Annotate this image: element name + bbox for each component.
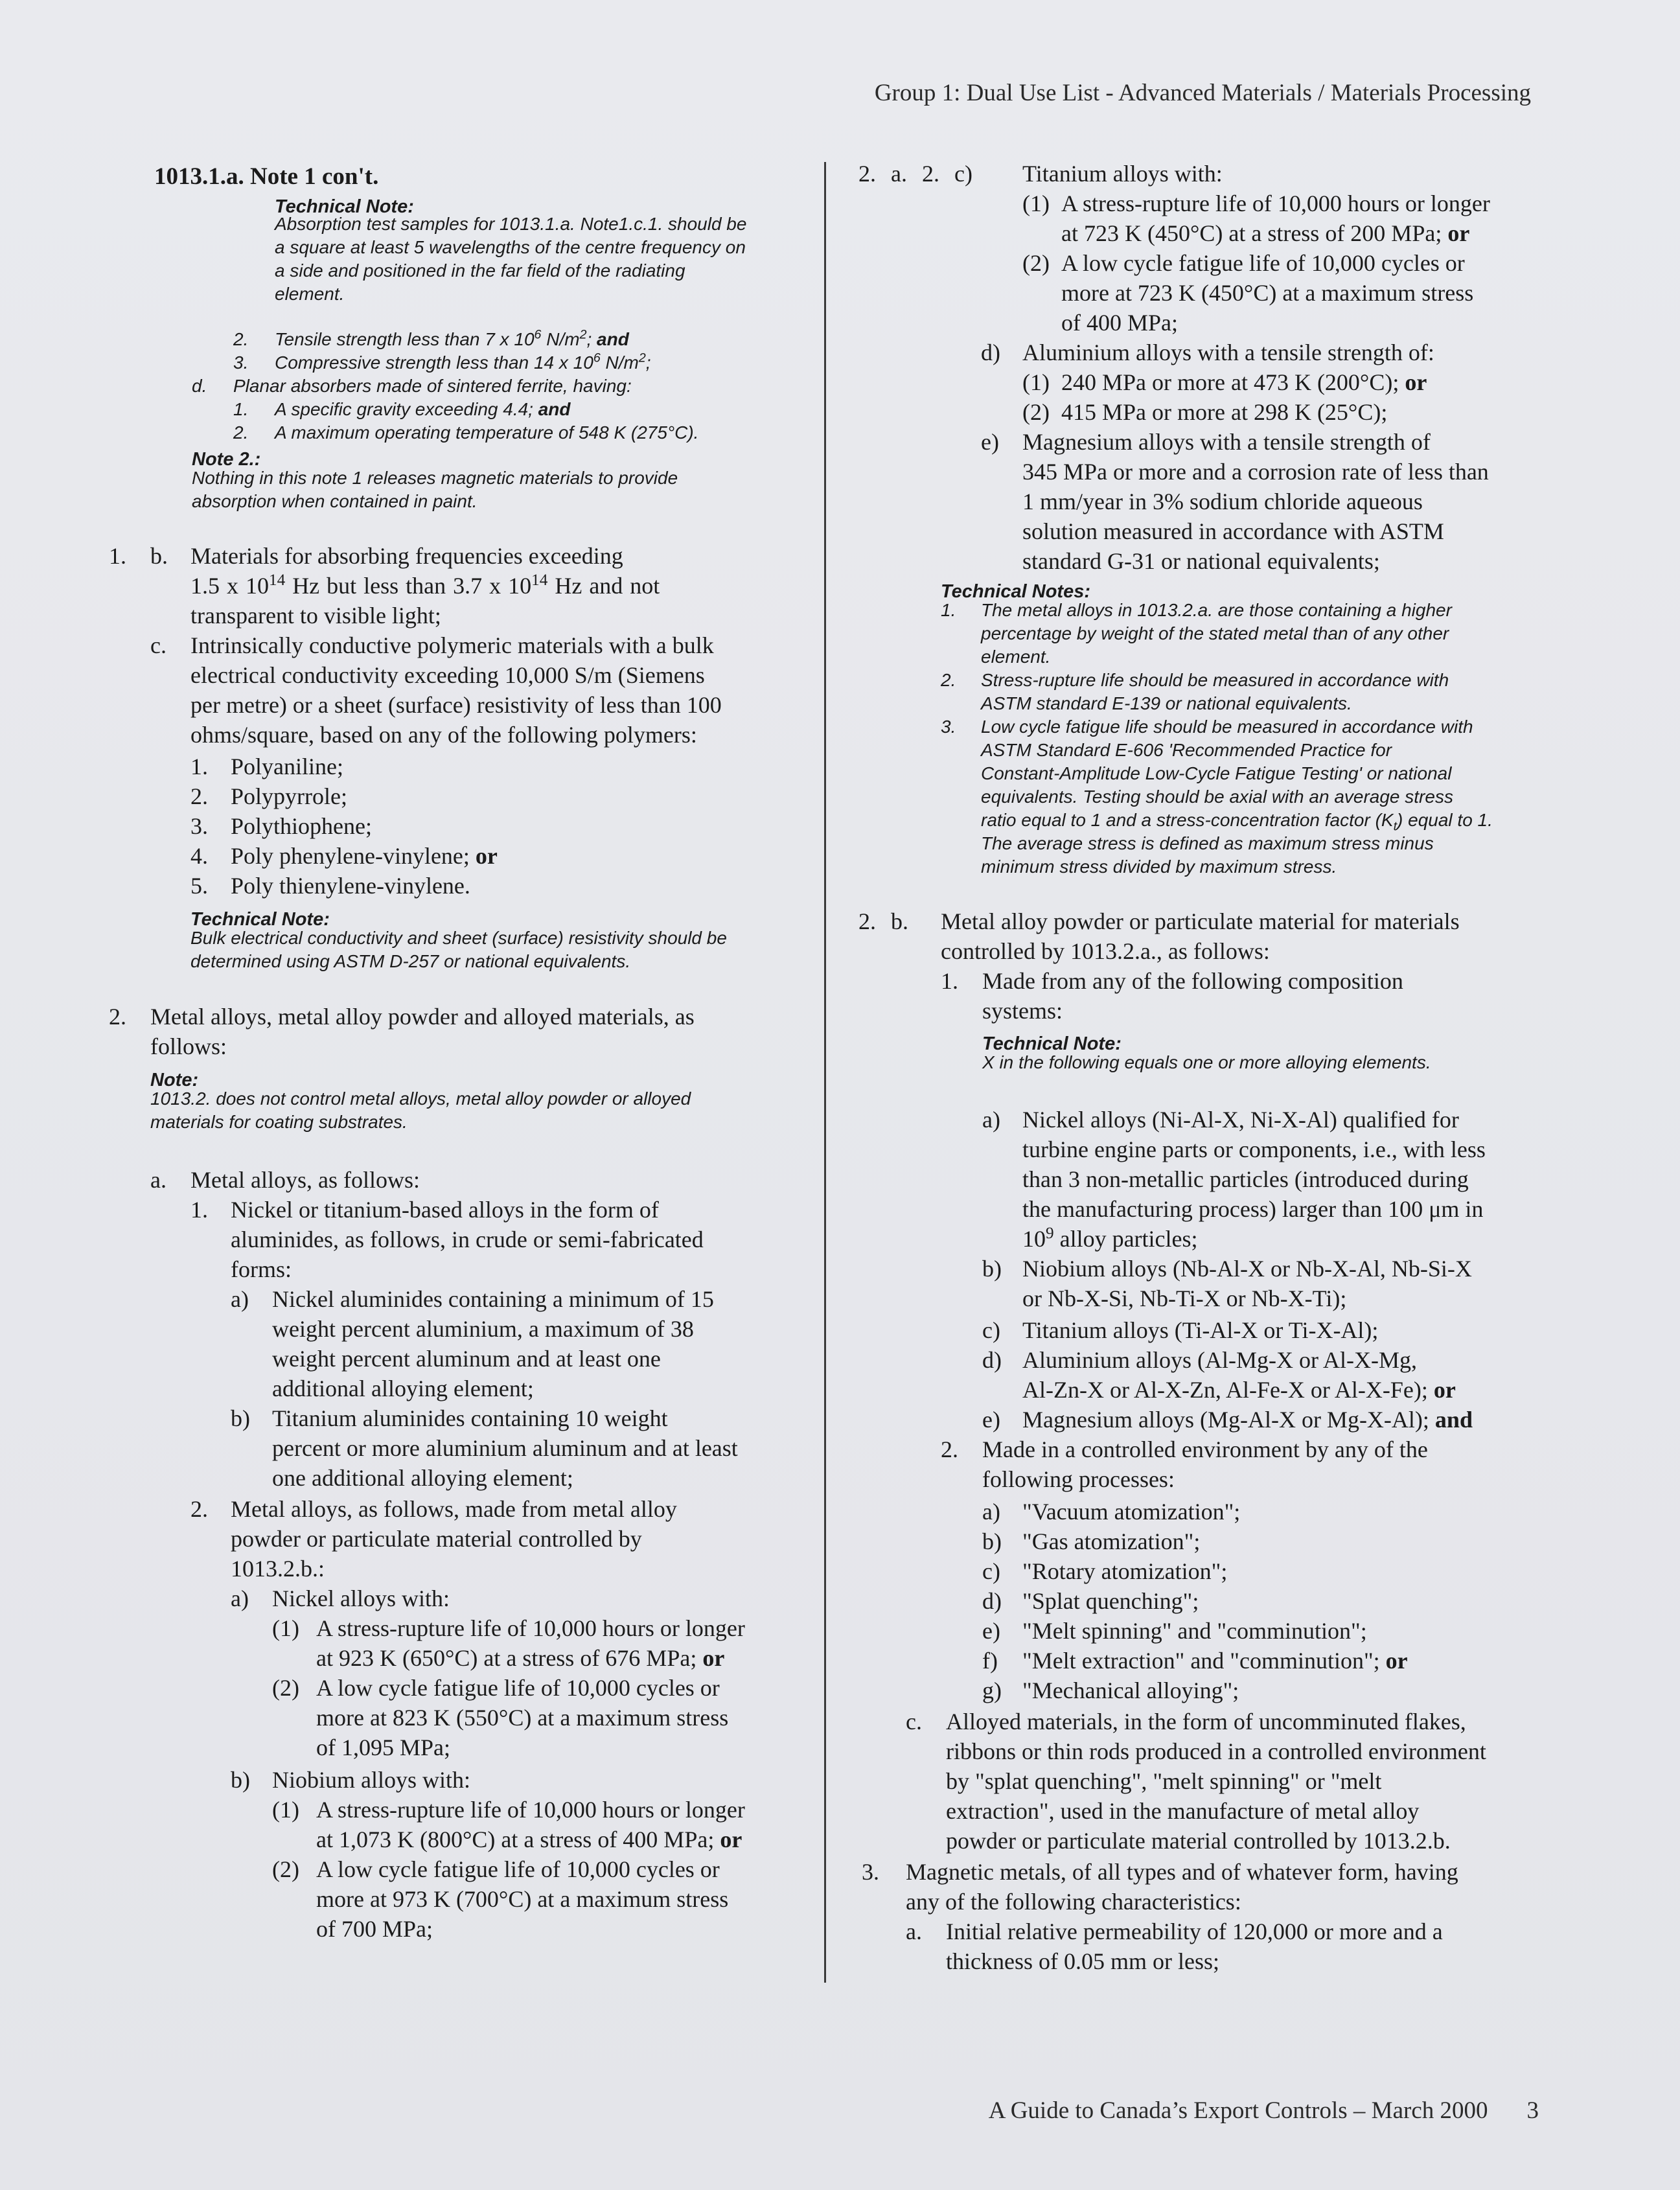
item-text: 1013.2.b.: xyxy=(231,1556,325,1582)
note-item-temperature: A maximum operating temperature of 548 K (275°C). xyxy=(275,422,699,443)
list-item-letter: b) xyxy=(982,1528,1002,1554)
footer-text: A Guide to Canada’s Export Controls – March 2000 xyxy=(988,2097,1488,2124)
list-item-number: 3. xyxy=(190,813,208,839)
note-number: 3. xyxy=(941,717,956,737)
item-text: at 923 K (650°C) at a stress of 676 MPa; or xyxy=(316,1645,725,1671)
section-text: Metal alloys, metal alloy powder and alloyed materials, as xyxy=(150,1004,695,1030)
item-text: by "splat quenching", "melt spinning" or "melt xyxy=(946,1768,1382,1794)
technical-note-line: The metal alloys in 1013.2.a. are those containing a higher xyxy=(981,600,1452,620)
item-text: Titanium aluminides containing 10 weight xyxy=(272,1405,668,1431)
item-letter: d) xyxy=(981,340,1000,365)
item-number: (2) xyxy=(1022,399,1050,425)
list-item-letter: f) xyxy=(982,1648,998,1674)
technical-note-line: ratio equal to 1 and a stress-concentration factor $(K_t)$ equal to 1. xyxy=(981,810,1493,834)
section-title: 1013.1.a. Note 1 con't. xyxy=(154,163,379,190)
item-text: extraction", used in the manufacture of metal alloy xyxy=(946,1798,1420,1824)
item-text: Metal alloy powder or particulate material for materials xyxy=(941,908,1460,934)
item-number: (1) xyxy=(272,1797,299,1823)
page-number: 3 xyxy=(1526,2097,1539,2124)
list-item: Polypyrrole; xyxy=(231,783,347,809)
technical-note-line: Constant-Amplitude Low-Cycle Fatigue Testing' or national xyxy=(981,763,1452,783)
item-letter: b. xyxy=(150,543,168,569)
item-prefix: 2. b. xyxy=(858,908,908,934)
technical-note-line: minimum stress divided by maximum stress. xyxy=(981,857,1337,877)
item-text: at 723 K (450°C) at a stress of 200 MPa; or xyxy=(1061,220,1470,246)
technical-note-line: The average stress is defined as maximum stress minus xyxy=(981,833,1434,853)
item-number: 2. xyxy=(233,422,249,443)
item-text: aluminides, as follows, in crude or semi-fabricated xyxy=(231,1227,704,1252)
section-number: 3. xyxy=(862,1859,879,1885)
note2-line: absorption when contained in paint. xyxy=(192,491,478,511)
item-text: of 700 MPa; xyxy=(316,1916,433,1942)
item-text: A stress-rupture life of 10,000 hours or longer xyxy=(316,1615,745,1641)
item-text: powder or particulate material controlled by 1013.2.b. xyxy=(946,1828,1451,1854)
item-letter: e) xyxy=(982,1407,1000,1433)
technical-note-line: Low cycle fatigue life should be measured in accordance with xyxy=(981,717,1473,737)
list-item-letter: e) xyxy=(982,1618,1000,1644)
item-text: Nickel alloys (Ni-Al-X, Ni-X-Al) qualified for xyxy=(1022,1107,1459,1133)
list-item-letter: d) xyxy=(982,1588,1002,1614)
note-number: 2. xyxy=(941,670,956,690)
item-letter: a. xyxy=(150,1167,167,1193)
list-item-number: 5. xyxy=(190,873,208,899)
note-number: 1. xyxy=(941,600,956,620)
item-text: Metal alloys, as follows, made from metal alloy xyxy=(231,1496,677,1522)
note-item-tensile: Tensile strength less than 7 x $10^6$ $N/m^2$; and xyxy=(275,327,629,349)
column-divider xyxy=(824,162,826,1983)
item-text: $10^9$ alloy particles; xyxy=(1022,1225,1198,1252)
item-text: A stress-rupture life of 10,000 hours or longer xyxy=(1061,190,1490,216)
item-text: A low cycle fatigue life of 10,000 cycles or xyxy=(1061,250,1465,276)
note2-line: Nothing in this note 1 releases magnetic materials to provide xyxy=(192,468,678,488)
technical-note-line: X in the following equals one or more alloying elements. xyxy=(982,1052,1431,1072)
item-number: 1. xyxy=(233,399,249,419)
item-text: additional alloying element; xyxy=(272,1376,534,1401)
item-text: or Nb-X-Si, Nb-Ti-X or Nb-X-Ti); xyxy=(1022,1285,1347,1311)
item-letter: d. xyxy=(192,376,207,396)
item-number: (1) xyxy=(1022,190,1050,216)
item-text: 415 MPa or more at 298 K (25°C); xyxy=(1061,399,1388,425)
list-item: "Splat quenching"; xyxy=(1022,1588,1199,1614)
note-line: 1013.2. does not control metal alloys, metal alloy powder or alloyed xyxy=(150,1089,691,1109)
list-item: Poly phenylene-vinylene; or xyxy=(231,843,498,869)
item-text: Alloyed materials, in the form of uncomminuted flakes, xyxy=(946,1709,1466,1735)
item-text: forms: xyxy=(231,1256,292,1282)
item-text: at 1,073 K (800°C) at a stress of 400 MPa; or xyxy=(316,1827,742,1852)
item-text: Niobium alloys with: xyxy=(272,1767,470,1793)
item-text: following processes: xyxy=(982,1466,1175,1492)
item-text: Materials for absorbing frequencies exceeding xyxy=(190,543,623,569)
item-text: Nickel or titanium-based alloys in the form of xyxy=(231,1197,659,1223)
item-number: 1. xyxy=(190,1197,208,1223)
section-text: Magnetic metals, of all types and of whatever form, having xyxy=(906,1859,1458,1885)
item-text: electrical conductivity exceeding 10,000 S/m (Siemens xyxy=(190,662,705,688)
item-text: more at 723 K (450°C) at a maximum stress xyxy=(1061,280,1474,306)
item-text: weight percent aluminum and at least one xyxy=(272,1346,661,1372)
item-text: 1 mm/year in 3% sodium chloride aqueous xyxy=(1022,489,1423,514)
technical-note-line: ASTM standard E-139 or national equivalents. xyxy=(981,693,1352,713)
item-text: thickness of 0.05 mm or less; xyxy=(946,1948,1219,1974)
item-text: Made in a controlled environment by any of the xyxy=(982,1436,1428,1462)
list-item-letter: g) xyxy=(982,1677,1002,1703)
item-text: controlled by 1013.2.a., as follows: xyxy=(941,938,1270,964)
technical-note-line: ASTM Standard E-606 'Recommended Practice for xyxy=(981,740,1392,760)
item-number: 3. xyxy=(233,352,249,373)
technical-note-line: Stress-rupture life should be measured in accordance with xyxy=(981,670,1449,690)
item-text: Niobium alloys (Nb-Al-X or Nb-X-Al, Nb-Si-X xyxy=(1022,1256,1472,1282)
technical-note-line: a side and positioned in the far field of the radiating xyxy=(275,260,685,281)
item-letter: a) xyxy=(231,1585,249,1611)
technical-note-line: determined using ASTM D-257 or national equivalents. xyxy=(190,951,631,971)
note-item-planar: Planar absorbers made of sintered ferrite, having: xyxy=(233,376,632,396)
technical-note-line: equivalents. Testing should be axial with an average stress xyxy=(981,787,1453,807)
item-text: the manufacturing process) larger than 100 μm in xyxy=(1022,1196,1484,1222)
item-text: Titanium alloys with: xyxy=(1022,161,1223,187)
item-text: per metre) or a sheet (surface) resistivity of less than 100 xyxy=(190,692,722,718)
item-text: Aluminium alloys with a tensile strength of: xyxy=(1022,340,1434,365)
note-label: Note: xyxy=(150,1070,199,1090)
section-number: 2. xyxy=(109,1004,126,1030)
item-letter: c. xyxy=(150,632,167,658)
item-text: percent or more aluminium aluminum and at least xyxy=(272,1435,738,1461)
section-text: follows: xyxy=(150,1033,227,1059)
item-text: of 1,095 MPa; xyxy=(316,1735,450,1760)
item-letter: b) xyxy=(231,1405,250,1431)
item-text: weight percent aluminium, a maximum of 38 xyxy=(272,1316,694,1342)
technical-note-line: element. xyxy=(275,284,345,304)
list-item: Polyaniline; xyxy=(231,754,343,779)
item-letter: b) xyxy=(982,1256,1002,1282)
list-item-letter: c) xyxy=(982,1558,1000,1584)
item-text: Magnesium alloys (Mg-Al-X or Mg-X-Al); and xyxy=(1022,1407,1473,1433)
item-text: Al-Zn-X or Al-X-Zn, Al-Fe-X or Al-X-Fe); or xyxy=(1022,1377,1456,1403)
item-letter: c) xyxy=(982,1317,1000,1343)
list-item: Poly thienylene-vinylene. xyxy=(231,873,470,899)
list-item-number: 2. xyxy=(190,783,208,809)
item-text: ohms/square, based on any of the following polymers: xyxy=(190,722,697,748)
note-item-compressive: Compressive strength less than 14 x $10^6$ $N/m^2$; xyxy=(275,351,651,373)
item-number: (2) xyxy=(1022,250,1050,276)
technical-note-line: Bulk electrical conductivity and sheet (surface) resistivity should be xyxy=(190,928,727,948)
list-item: Polythiophene; xyxy=(231,813,372,839)
item-number: 2. xyxy=(941,1436,958,1462)
item-number: 2. xyxy=(233,329,249,349)
item-text: A stress-rupture life of 10,000 hours or longer xyxy=(316,1797,745,1823)
note-item-gravity: A specific gravity exceeding 4.4; and xyxy=(275,399,571,419)
section-text: any of the following characteristics: xyxy=(906,1889,1241,1915)
item-text: more at 973 K (700°C) at a maximum stress xyxy=(316,1886,729,1912)
item-text: than 3 non-metallic particles (introduced during xyxy=(1022,1166,1469,1192)
technical-notes-label: Technical Notes: xyxy=(941,581,1090,602)
item-text: solution measured in accordance with ASTM xyxy=(1022,518,1444,544)
item-text: more at 823 K (550°C) at a maximum stress xyxy=(316,1705,729,1731)
technical-note-label: Technical Note: xyxy=(275,196,414,217)
technical-note-line: percentage by weight of the stated metal than of any other xyxy=(981,623,1449,643)
note2-label: Note 2.: xyxy=(192,449,261,470)
item-letter: d) xyxy=(982,1347,1002,1373)
item-text: Magnesium alloys with a tensile strength of xyxy=(1022,429,1431,455)
item-text: Initial relative permeability of 120,000 or more and a xyxy=(946,1919,1443,1944)
item-number: 2. xyxy=(190,1496,208,1522)
item-text: Nickel aluminides containing a minimum of 15 xyxy=(272,1286,714,1312)
item-letter: e) xyxy=(981,429,999,455)
item-letter: c. xyxy=(906,1709,922,1735)
list-item: "Gas atomization"; xyxy=(1022,1528,1201,1554)
item-text: Titanium alloys (Ti-Al-X or Ti-X-Al); xyxy=(1022,1317,1379,1343)
list-item: "Melt extraction" and "comminution"; or xyxy=(1022,1648,1408,1674)
item-number: 1. xyxy=(941,968,958,994)
item-text: A low cycle fatigue life of 10,000 cycles or xyxy=(316,1856,720,1882)
list-item-number: 1. xyxy=(190,754,208,779)
item-text: of 400 MPa; xyxy=(1061,310,1178,336)
item-text: 240 MPa or more at 473 K (200°C); or xyxy=(1061,369,1427,395)
item-text: transparent to visible light; xyxy=(190,603,441,628)
page-header: Group 1: Dual Use List - Advanced Materials / Materials Processing xyxy=(874,80,1531,106)
item-text: Nickel alloys with: xyxy=(272,1585,450,1611)
list-item: "Vacuum atomization"; xyxy=(1022,1499,1241,1525)
technical-note-line: a square at least 5 wavelengths of the centre frequency on xyxy=(275,237,746,257)
item-number: (1) xyxy=(1022,369,1050,395)
item-text: ribbons or thin rods produced in a controlled environment xyxy=(946,1738,1486,1764)
list-item: "Mechanical alloying"; xyxy=(1022,1677,1239,1703)
item-number: 1. xyxy=(109,543,126,569)
item-text: A low cycle fatigue life of 10,000 cycles or xyxy=(316,1675,720,1701)
item-letter: a. xyxy=(906,1919,922,1944)
item-text: 1.5 x $10^{14}$ Hz but less than 3.7 x $10^{14}$ Hz and not xyxy=(190,571,660,599)
item-text: standard G-31 or national equivalents; xyxy=(1022,548,1380,574)
item-text: 345 MPa or more and a corrosion rate of less than xyxy=(1022,459,1489,485)
item-letter: a) xyxy=(231,1286,249,1312)
item-text: Aluminium alloys (Al-Mg-X or Al-X-Mg, xyxy=(1022,1347,1417,1373)
item-letter: b) xyxy=(231,1767,250,1793)
item-prefix: 2. a. 2. c) xyxy=(858,161,972,187)
technical-note-label: Technical Note: xyxy=(982,1033,1122,1054)
technical-note-label: Technical Note: xyxy=(190,909,330,930)
item-text: systems: xyxy=(982,998,1063,1024)
list-item-letter: a) xyxy=(982,1499,1000,1525)
item-number: (2) xyxy=(272,1856,299,1882)
item-text: one additional alloying element; xyxy=(272,1465,573,1491)
note-line: materials for coating substrates. xyxy=(150,1112,408,1132)
item-text: Metal alloys, as follows: xyxy=(190,1167,420,1193)
page-footer xyxy=(989,2097,1539,2125)
item-number: (1) xyxy=(272,1615,299,1641)
technical-note-line: element. xyxy=(981,647,1051,667)
item-number: (2) xyxy=(272,1675,299,1701)
list-item-number: 4. xyxy=(190,843,208,869)
item-text: turbine engine parts or components, i.e., with less xyxy=(1022,1136,1486,1162)
list-item: "Melt spinning" and "comminution"; xyxy=(1022,1618,1367,1644)
list-item: "Rotary atomization"; xyxy=(1022,1558,1228,1584)
item-text: Intrinsically conductive polymeric materials with a bulk xyxy=(190,632,714,658)
technical-note-line: Absorption test samples for 1013.1.a. Note1.c.1. should be xyxy=(275,214,747,234)
item-text: powder or particulate material controlled by xyxy=(231,1526,642,1552)
item-text: Made from any of the following compo​sition xyxy=(982,968,1403,994)
item-letter: a) xyxy=(982,1107,1000,1133)
